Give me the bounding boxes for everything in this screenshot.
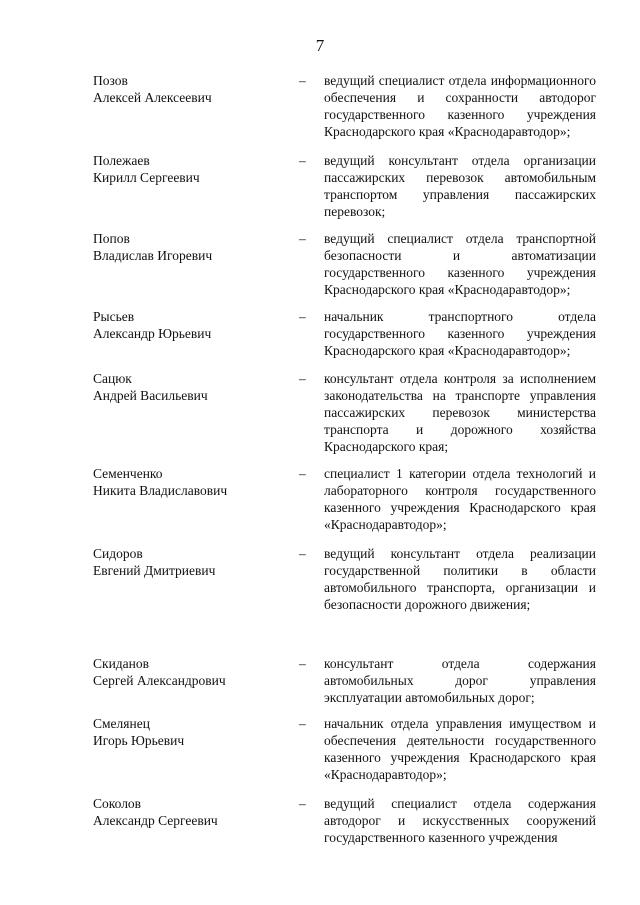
given-names: Кирилл Сергеевич <box>93 170 200 185</box>
person-name <box>93 230 283 264</box>
given-names: Владислав Игоревич <box>93 248 213 263</box>
dash-separator: – <box>299 656 306 671</box>
given-names: Андрей Васильевич <box>93 388 208 403</box>
person-name <box>93 465 283 499</box>
position-description: специалист 1 категории отдела технологий и лабораторного контроля государственного казенного учреждения Краснодарского края «Краснодаравтодор»; <box>324 466 596 532</box>
surname: Сацюк <box>93 371 132 386</box>
surname: Соколов <box>93 796 142 811</box>
given-names: Никита Владиславович <box>93 483 228 498</box>
dash-separator: – <box>299 231 306 246</box>
position-description: начальник транспортного отдела государственного казенного учреждения Краснодарского края «Краснодаравтодор»; <box>324 309 596 358</box>
surname: Скиданов <box>93 656 149 671</box>
surname: Полежаев <box>93 153 150 168</box>
surname: Смелянец <box>93 716 150 731</box>
position-description: ведущий специалист отдела транспортной безопасности и автоматизации государственного казенного учреждения Краснодарского края «Краснодаравтодор»; <box>324 231 596 297</box>
surname: Сидоров <box>93 546 143 561</box>
given-names: Александр Сергеевич <box>93 813 218 828</box>
position-description: ведущий консультант отдела реализации государственной политики в области автомобильного транспорта, организации и безопасности дорожного движения; <box>324 546 596 612</box>
position-description: ведущий консультант отдела организации пассажирских перевозок автомобильным транспортом управления пассажирских перевозок; <box>324 153 596 219</box>
dash-separator: – <box>299 546 306 561</box>
surname: Позов <box>93 73 128 88</box>
dash-separator: – <box>299 716 306 731</box>
dash-separator: – <box>299 153 306 168</box>
dash-separator: – <box>299 796 306 811</box>
dash-separator: – <box>299 309 306 324</box>
person-name <box>93 795 283 829</box>
given-names: Игорь Юрьевич <box>93 733 185 748</box>
surname: Семенченко <box>93 466 163 481</box>
position-description: консультант отдела содержания автомобильных дорог управления эксплуатации автомобильных дорог; <box>324 656 596 705</box>
position-description: консультант отдела контроля за исполнением законодательства на транспорте управления пассажирских перевозок министерства транспорта и дорожного хозяйства Краснодарского края; <box>324 371 596 454</box>
dash-separator: – <box>299 466 306 481</box>
person-name <box>93 655 283 689</box>
person-name <box>93 72 283 106</box>
page-number: 7 <box>315 36 325 55</box>
surname: Попов <box>93 231 130 246</box>
person-name <box>93 308 283 342</box>
person-name <box>93 152 283 186</box>
person-name <box>93 370 283 404</box>
given-names: Алексей Алексеевич <box>93 90 212 105</box>
position-description: ведущий специалист отдела содержания автодорог и искусственных сооружений государственного казенного учреждения <box>324 796 596 845</box>
dash-separator: – <box>299 73 306 88</box>
position-description: ведущий специалист отдела информационного обеспечения и сохранности автодорог государственного казенного учреждения Краснодарского края «Краснодаравтодор»; <box>324 73 596 139</box>
surname: Рысьев <box>93 309 135 324</box>
given-names: Александр Юрьевич <box>93 326 212 341</box>
given-names: Сергей Александрович <box>93 673 226 688</box>
person-name <box>93 545 283 579</box>
given-names: Евгений Дмитриевич <box>93 563 216 578</box>
person-name <box>93 715 283 749</box>
position-description: начальник отдела управления имуществом и обеспечения деятельности государственного казенного учреждения Краснодарского края «Краснодаравтодор»; <box>324 716 596 782</box>
dash-separator: – <box>299 371 306 386</box>
